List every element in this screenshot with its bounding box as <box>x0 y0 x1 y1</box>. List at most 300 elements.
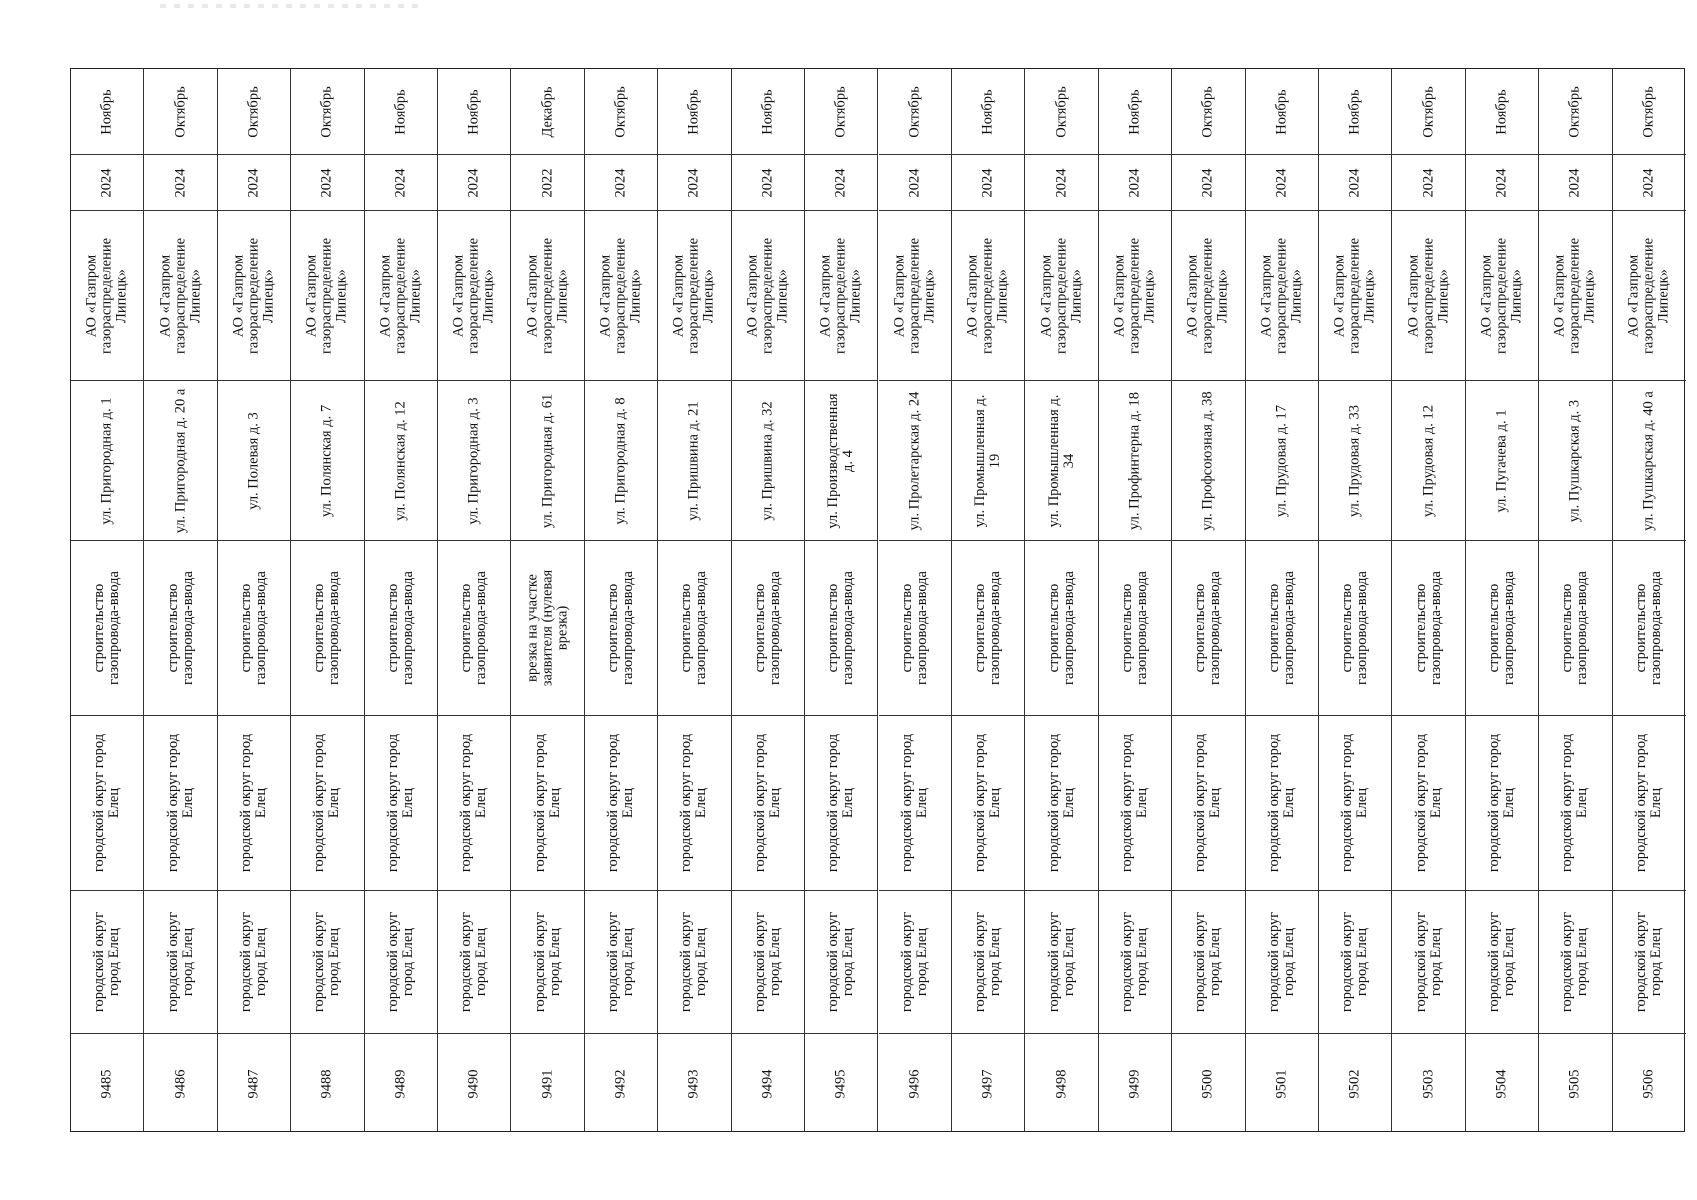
address-cell-text: ул. Пригородная д. 20 а <box>172 388 189 533</box>
settlement-cell <box>732 715 804 890</box>
month-cell-text: Ноябрь <box>685 88 702 135</box>
organization-cell-text: АО «Газпром газораспределение Липецк» <box>450 237 497 354</box>
organization-cell-text: АО «Газпром газораспределение Липецк» <box>817 237 864 354</box>
organization-cell-text: АО «Газпром газораспределение Липецк» <box>670 237 717 354</box>
address-cell-text: ул. Пришвина д. 32 <box>759 400 776 521</box>
address-cell <box>365 380 437 540</box>
row-number-cell-text: 9496 <box>906 1069 923 1098</box>
address-cell-text: ул. Пушкарская д. 3 <box>1566 399 1583 522</box>
work-type-cell <box>805 540 877 715</box>
settlement-cell <box>1319 715 1391 890</box>
year-cell <box>1319 154 1391 210</box>
year-cell-text: 2024 <box>1126 168 1143 197</box>
work-type-cell <box>1392 540 1464 715</box>
month-cell-text: Октябрь <box>318 85 335 138</box>
year-cell <box>144 154 216 210</box>
month-cell-text: Октябрь <box>1420 85 1437 138</box>
row-number-cell-text: 9497 <box>979 1069 996 1098</box>
row-number-cell-text: 9506 <box>1640 1069 1657 1098</box>
organization-cell <box>585 210 657 380</box>
row-number-cell <box>218 1033 290 1133</box>
address-cell-text: ул. Прудовая д. 17 <box>1273 404 1290 517</box>
month-cell-text: Октябрь <box>906 85 923 138</box>
month-cell <box>1319 69 1391 154</box>
settlement-cell-text: городской округ город Елец <box>1265 733 1297 873</box>
row-number-cell <box>1319 1033 1391 1133</box>
year-cell <box>1466 154 1538 210</box>
month-cell <box>1025 69 1097 154</box>
month-cell-text: Ноябрь <box>1126 88 1143 135</box>
year-cell <box>1613 154 1686 210</box>
work-type-cell-text: строительство газопровода-ввода <box>1559 571 1591 685</box>
settlement-cell <box>1539 715 1611 890</box>
year-cell-text: 2024 <box>245 168 262 197</box>
work-type-cell-text: строительство газопровода-ввода <box>91 571 123 685</box>
year-cell-text: 2024 <box>1346 168 1363 197</box>
work-type-cell-text: строительство газопровода-ввода <box>825 571 857 685</box>
address-cell <box>291 380 363 540</box>
row-number-cell <box>71 1033 143 1133</box>
settlement-cell <box>365 715 437 890</box>
work-type-cell-text: строительство газопровода-ввода <box>1118 571 1150 685</box>
row-number-cell <box>144 1033 216 1133</box>
table-row <box>658 69 731 1131</box>
year-cell <box>438 154 510 210</box>
district-cell-text: городской округ город Елец <box>1633 911 1665 1013</box>
settlement-cell-text: городской округ город Елец <box>1192 733 1224 873</box>
month-cell <box>71 69 143 154</box>
work-type-cell <box>511 540 583 715</box>
settlement-cell-text: городской округ город Елец <box>972 733 1004 873</box>
year-cell <box>1539 154 1611 210</box>
address-cell <box>71 380 143 540</box>
work-type-cell-text: строительство газопровода-ввода <box>1485 571 1517 685</box>
organization-cell <box>805 210 877 380</box>
row-number-cell-text: 9493 <box>685 1069 702 1098</box>
district-cell <box>511 890 583 1033</box>
settlement-cell-text: городской округ город Елец <box>238 733 270 873</box>
table-row <box>365 69 438 1131</box>
district-cell-text: городской округ город Елец <box>458 911 490 1013</box>
row-number-cell-text: 9500 <box>1199 1069 1216 1098</box>
district-cell-text: городской округ город Елец <box>1192 911 1224 1013</box>
organization-cell <box>1392 210 1464 380</box>
district-cell-text: городской округ город Елец <box>1485 911 1517 1013</box>
address-cell-text: ул. Пугачева д. 1 <box>1493 409 1510 512</box>
row-number-cell <box>1025 1033 1097 1133</box>
settlement-cell-text: городской округ город Елец <box>1485 733 1517 873</box>
year-cell <box>805 154 877 210</box>
year-cell <box>218 154 290 210</box>
district-cell-text: городской округ город Елец <box>751 911 783 1013</box>
year-cell <box>658 154 730 210</box>
district-cell-text: городской округ город Елец <box>972 911 1004 1013</box>
work-type-cell <box>732 540 804 715</box>
organization-cell <box>291 210 363 380</box>
year-cell <box>952 154 1024 210</box>
district-cell <box>1466 890 1538 1033</box>
district-cell <box>1319 890 1391 1033</box>
district-cell-text: городской округ город Елец <box>825 911 857 1013</box>
year-cell-text: 2024 <box>1053 168 1070 197</box>
district-cell-text: городской округ город Елец <box>91 911 123 1013</box>
organization-cell <box>71 210 143 380</box>
work-type-cell-text: строительство газопровода-ввода <box>605 571 637 685</box>
row-number-cell-text: 9501 <box>1273 1069 1290 1098</box>
table-row <box>1099 69 1172 1131</box>
work-type-cell <box>71 540 143 715</box>
settlement-cell-text: городской округ город Елец <box>531 733 563 873</box>
work-type-cell <box>291 540 363 715</box>
organization-cell <box>511 210 583 380</box>
year-cell-text: 2024 <box>1420 168 1437 197</box>
settlement-cell <box>71 715 143 890</box>
month-cell-text: Октябрь <box>612 85 629 138</box>
district-cell-text: городской округ город Елец <box>384 911 416 1013</box>
settlement-cell-text: городской округ город Елец <box>678 733 710 873</box>
district-cell <box>71 890 143 1033</box>
organization-cell <box>952 210 1024 380</box>
organization-cell-text: АО «Газпром газораспределение Липецк» <box>744 237 791 354</box>
organization-cell-text: АО «Газпром газораспределение Липецк» <box>597 237 644 354</box>
district-cell <box>1099 890 1171 1033</box>
row-number-cell-text: 9487 <box>245 1069 262 1098</box>
settlement-cell-text: городской округ город Елец <box>1118 733 1150 873</box>
organization-cell-text: АО «Газпром газораспределение Липецк» <box>1331 237 1378 354</box>
year-cell-text: 2024 <box>685 168 702 197</box>
address-cell <box>732 380 804 540</box>
work-type-cell <box>1246 540 1318 715</box>
district-cell <box>1025 890 1097 1033</box>
organization-cell-text: АО «Газпром газораспределение Липецк» <box>1405 237 1452 354</box>
district-cell-text: городской округ город Елец <box>531 911 563 1013</box>
month-cell-text: Ноябрь <box>392 88 409 135</box>
settlement-cell-text: городской округ город Елец <box>311 733 343 873</box>
address-cell-text: ул. Промышленная д. 34 <box>1045 394 1077 527</box>
district-cell-text: городской округ город Елец <box>1412 911 1444 1013</box>
district-cell <box>291 890 363 1033</box>
year-cell <box>1172 154 1244 210</box>
settlement-cell <box>1392 715 1464 890</box>
settlement-cell <box>805 715 877 890</box>
year-cell-text: 2024 <box>1273 168 1290 197</box>
work-type-cell <box>585 540 657 715</box>
address-cell <box>1025 380 1097 540</box>
address-cell <box>1099 380 1171 540</box>
year-cell-text: 2024 <box>759 168 776 197</box>
work-type-cell <box>1319 540 1391 715</box>
row-number-cell-text: 9488 <box>318 1069 335 1098</box>
work-type-cell-text: строительство газопровода-ввода <box>1045 571 1077 685</box>
work-type-cell-text: строительство газопровода-ввода <box>384 571 416 685</box>
year-cell-text: 2024 <box>979 168 996 197</box>
district-cell <box>1246 890 1318 1033</box>
address-cell <box>218 380 290 540</box>
work-type-cell <box>1613 540 1686 715</box>
row-number-cell <box>658 1033 730 1133</box>
row-number-cell-text: 9499 <box>1126 1069 1143 1098</box>
organization-cell <box>1466 210 1538 380</box>
settlement-cell <box>1099 715 1171 890</box>
address-cell <box>879 380 951 540</box>
table-row <box>805 69 878 1131</box>
month-cell <box>1466 69 1538 154</box>
organization-cell-text: АО «Газпром газораспределение Липецк» <box>230 237 277 354</box>
district-cell-text: городской округ город Елец <box>1559 911 1591 1013</box>
organization-cell-text: АО «Газпром газораспределение Липецк» <box>83 237 130 354</box>
year-cell-text: 2024 <box>172 168 189 197</box>
table-row <box>1466 69 1539 1131</box>
settlement-cell-text: городской округ город Елец <box>164 733 196 873</box>
work-type-cell <box>365 540 437 715</box>
district-cell-text: городской округ город Елец <box>1045 911 1077 1013</box>
scan-artifact <box>160 4 420 8</box>
work-type-cell-text: строительство газопровода-ввода <box>458 571 490 685</box>
month-cell <box>805 69 877 154</box>
row-number-cell <box>1613 1033 1686 1133</box>
address-cell <box>658 380 730 540</box>
organization-cell <box>1319 210 1391 380</box>
district-cell <box>879 890 951 1033</box>
month-cell <box>218 69 290 154</box>
row-number-cell-text: 9486 <box>172 1069 189 1098</box>
year-cell-text: 2024 <box>465 168 482 197</box>
organization-cell <box>1099 210 1171 380</box>
organization-cell-text: АО «Газпром газораспределение Липецк» <box>303 237 350 354</box>
month-cell-text: Октябрь <box>1640 85 1657 138</box>
year-cell-text: 2024 <box>1640 168 1657 197</box>
work-type-cell <box>1025 540 1097 715</box>
address-cell <box>1392 380 1464 540</box>
address-cell-text: ул. Производственная д. 4 <box>825 392 857 529</box>
district-cell-text: городской округ город Елец <box>605 911 637 1013</box>
table-row <box>879 69 952 1131</box>
year-cell-text: 2022 <box>539 168 556 197</box>
year-cell <box>1392 154 1464 210</box>
month-cell <box>1172 69 1244 154</box>
table-row <box>1613 69 1686 1131</box>
address-cell-text: ул. Профинтерна д. 18 <box>1126 391 1143 530</box>
month-cell-text: Ноябрь <box>1493 88 1510 135</box>
work-type-cell <box>879 540 951 715</box>
month-cell-text: Октябрь <box>245 85 262 138</box>
row-number-cell <box>365 1033 437 1133</box>
month-cell <box>1392 69 1464 154</box>
year-cell <box>291 154 363 210</box>
settlement-cell-text: городской округ город Елец <box>898 733 930 873</box>
district-cell <box>1172 890 1244 1033</box>
address-cell-text: ул. Пушкарская д. 40 а <box>1640 390 1657 531</box>
work-type-cell-text: врезка на участке заявителя (нулевая врезка) <box>524 569 571 687</box>
work-type-cell <box>438 540 510 715</box>
district-cell <box>1392 890 1464 1033</box>
year-cell <box>1099 154 1171 210</box>
settlement-cell <box>144 715 216 890</box>
work-type-cell-text: строительство газопровода-ввода <box>311 571 343 685</box>
district-cell-text: городской округ город Елец <box>1265 911 1297 1013</box>
address-cell <box>1172 380 1244 540</box>
work-type-cell-text: строительство газопровода-ввода <box>164 571 196 685</box>
row-number-cell <box>1099 1033 1171 1133</box>
district-cell-text: городской округ город Елец <box>1118 911 1150 1013</box>
organization-cell <box>144 210 216 380</box>
row-number-cell <box>1246 1033 1318 1133</box>
settlement-cell-text: городской округ город Елец <box>1412 733 1444 873</box>
row-number-cell <box>585 1033 657 1133</box>
organization-cell-text: АО «Газпром газораспределение Липецк» <box>891 237 938 354</box>
district-cell <box>585 890 657 1033</box>
month-cell <box>732 69 804 154</box>
row-number-cell-text: 9485 <box>98 1069 115 1098</box>
work-type-cell <box>1172 540 1244 715</box>
year-cell-text: 2024 <box>98 168 115 197</box>
organization-cell <box>879 210 951 380</box>
year-cell-text: 2024 <box>1493 168 1510 197</box>
organization-cell <box>218 210 290 380</box>
organization-cell <box>438 210 510 380</box>
address-cell-text: ул. Прудовая д. 12 <box>1420 404 1437 517</box>
district-cell <box>658 890 730 1033</box>
month-cell-text: Октябрь <box>1566 85 1583 138</box>
district-cell <box>1613 890 1686 1033</box>
address-cell-text: ул. Полянская д. 12 <box>392 400 409 521</box>
year-cell-text: 2024 <box>1199 168 1216 197</box>
month-cell-text: Ноябрь <box>98 88 115 135</box>
month-cell <box>291 69 363 154</box>
row-number-cell <box>952 1033 1024 1133</box>
work-type-cell <box>1466 540 1538 715</box>
organization-cell-text: АО «Газпром газораспределение Липецк» <box>1184 237 1231 354</box>
organization-cell <box>1246 210 1318 380</box>
row-number-cell-text: 9494 <box>759 1069 776 1098</box>
work-type-cell-text: строительство газопровода-ввода <box>678 571 710 685</box>
month-cell-text: Ноябрь <box>979 88 996 135</box>
settlement-cell <box>1246 715 1318 890</box>
address-cell-text: ул. Пригородная д. 61 <box>539 393 556 528</box>
month-cell-text: Октябрь <box>1053 85 1070 138</box>
settlement-cell <box>1172 715 1244 890</box>
district-cell <box>1539 890 1611 1033</box>
row-number-cell <box>879 1033 951 1133</box>
work-type-cell-text: строительство газопровода-ввода <box>1265 571 1297 685</box>
settlement-cell <box>438 715 510 890</box>
district-cell-text: городской округ город Елец <box>1339 911 1371 1013</box>
table-row <box>1392 69 1465 1131</box>
settlement-cell <box>1466 715 1538 890</box>
district-cell-text: городской округ город Елец <box>164 911 196 1013</box>
address-cell-text: ул. Пригородная д. 1 <box>98 396 115 525</box>
month-cell <box>952 69 1024 154</box>
settlement-cell-text: городской округ город Елец <box>1559 733 1591 873</box>
table-row <box>291 69 364 1131</box>
gas-connection-table <box>70 68 1685 1132</box>
organization-cell <box>1539 210 1611 380</box>
address-cell <box>952 380 1024 540</box>
settlement-cell-text: городской округ город Елец <box>751 733 783 873</box>
month-cell-text: Октябрь <box>172 85 189 138</box>
address-cell-text: ул. Полянская д. 7 <box>318 404 335 517</box>
district-cell <box>732 890 804 1033</box>
settlement-cell <box>218 715 290 890</box>
year-cell-text: 2024 <box>1566 168 1583 197</box>
month-cell <box>365 69 437 154</box>
organization-cell-text: АО «Газпром газораспределение Липецк» <box>1625 237 1672 354</box>
month-cell <box>1099 69 1171 154</box>
month-cell <box>1613 69 1686 154</box>
district-cell <box>952 890 1024 1033</box>
settlement-cell <box>1613 715 1686 890</box>
row-number-cell <box>1172 1033 1244 1133</box>
row-number-cell-text: 9504 <box>1493 1069 1510 1098</box>
organization-cell-text: АО «Газпром газораспределение Липецк» <box>1038 237 1085 354</box>
address-cell-text: ул. Прудовая д. 33 <box>1346 404 1363 517</box>
address-cell <box>511 380 583 540</box>
year-cell-text: 2024 <box>612 168 629 197</box>
work-type-cell-text: строительство газопровода-ввода <box>972 571 1004 685</box>
year-cell <box>511 154 583 210</box>
district-cell-text: городской округ город Елец <box>678 911 710 1013</box>
work-type-cell <box>218 540 290 715</box>
work-type-cell <box>1099 540 1171 715</box>
organization-cell-text: АО «Газпром газораспределение Липецк» <box>157 237 204 354</box>
work-type-cell-text: строительство газопровода-ввода <box>1192 571 1224 685</box>
settlement-cell-text: городской округ город Елец <box>1339 733 1371 873</box>
table-row <box>952 69 1025 1131</box>
work-type-cell-text: строительство газопровода-ввода <box>1412 571 1444 685</box>
year-cell <box>1246 154 1318 210</box>
year-cell-text: 2024 <box>318 168 335 197</box>
address-cell-text: ул. Профсоюзная д. 38 <box>1199 390 1216 531</box>
address-cell <box>144 380 216 540</box>
month-cell-text: Декабрь <box>539 86 556 138</box>
work-type-cell-text: строительство газопровода-ввода <box>751 571 783 685</box>
row-number-cell-text: 9498 <box>1053 1069 1070 1098</box>
row-number-cell-text: 9492 <box>612 1069 629 1098</box>
month-cell <box>144 69 216 154</box>
month-cell <box>585 69 657 154</box>
address-cell-text: ул. Полевая д. 3 <box>245 411 262 510</box>
settlement-cell-text: городской округ город Елец <box>91 733 123 873</box>
district-cell <box>438 890 510 1033</box>
organization-cell-text: АО «Газпром газораспределение Липецк» <box>1258 237 1305 354</box>
year-cell <box>71 154 143 210</box>
row-number-cell <box>511 1033 583 1133</box>
organization-cell-text: АО «Газпром газораспределение Липецк» <box>1551 237 1598 354</box>
settlement-cell <box>1025 715 1097 890</box>
work-type-cell-text: строительство газопровода-ввода <box>1633 571 1665 685</box>
row-number-cell <box>291 1033 363 1133</box>
month-cell-text: Ноябрь <box>759 88 776 135</box>
year-cell-text: 2024 <box>906 168 923 197</box>
settlement-cell <box>658 715 730 890</box>
settlement-cell-text: городской округ город Елец <box>825 733 857 873</box>
row-number-cell-text: 9490 <box>465 1069 482 1098</box>
district-cell <box>218 890 290 1033</box>
organization-cell <box>732 210 804 380</box>
address-cell <box>1319 380 1391 540</box>
year-cell-text: 2024 <box>832 168 849 197</box>
month-cell-text: Ноябрь <box>1273 88 1290 135</box>
address-cell <box>1246 380 1318 540</box>
work-type-cell-text: строительство газопровода-ввода <box>238 571 270 685</box>
settlement-cell <box>291 715 363 890</box>
settlement-cell-text: городской округ город Елец <box>1045 733 1077 873</box>
month-cell-text: Октябрь <box>1199 85 1216 138</box>
month-cell-text: Ноябрь <box>1346 88 1363 135</box>
settlement-cell <box>952 715 1024 890</box>
address-cell <box>1466 380 1538 540</box>
organization-cell-text: АО «Газпром газораспределение Липецк» <box>524 237 571 354</box>
